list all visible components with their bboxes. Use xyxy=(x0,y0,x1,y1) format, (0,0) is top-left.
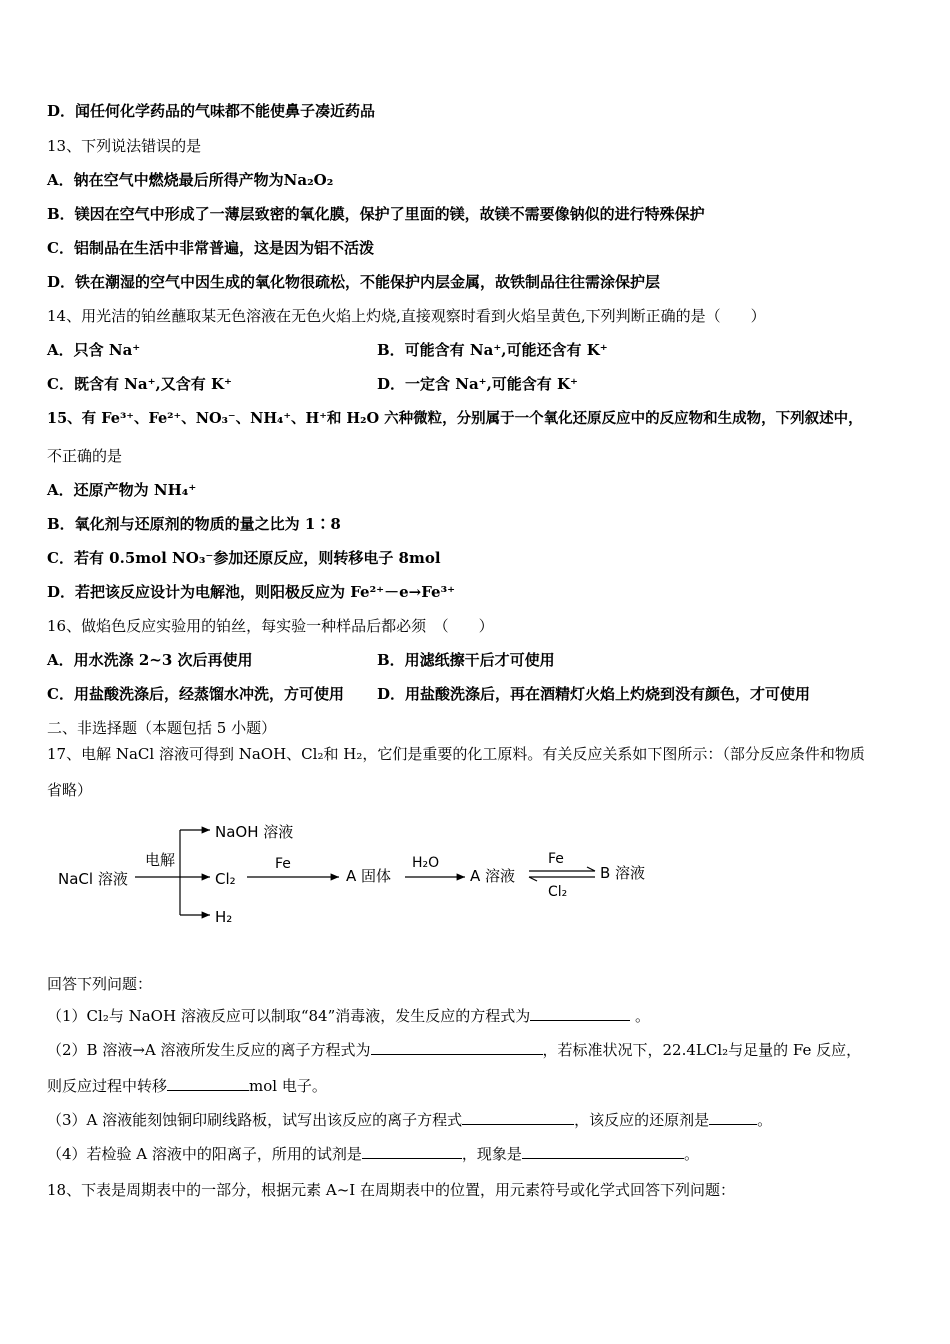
q17-part1: （1）Cl₂与 NaOH 溶液反应可以制取“84”消毒液，发生反应的方程式为 。 xyxy=(47,1007,651,1025)
q14-option-a: A．只含 Na⁺ xyxy=(47,341,141,359)
q18-stem: 18、下表是周期表中的一部分，根据元素 A~I 在周期表中的位置，用元素符号或化学式回答下列问题： xyxy=(47,1181,735,1199)
blank-2[interactable] xyxy=(371,1040,543,1055)
blank-7[interactable] xyxy=(522,1144,684,1159)
blank-6[interactable] xyxy=(362,1144,462,1159)
q13-option-d: D．铁在潮湿的空气中因生成的氧化物很疏松，不能保护内层金属，故铁制品往往需涂保护层 xyxy=(47,273,661,291)
b-solution-label: B 溶液 xyxy=(600,864,646,882)
blank-5[interactable] xyxy=(709,1110,757,1125)
fe-label-1: Fe xyxy=(275,856,291,872)
q17-part2-line2: 则反应过程中转移 mol 电子。 xyxy=(47,1077,327,1095)
q15-stem-line1: 15、有 Fe³⁺、Fe²⁺、NO₃⁻、NH₄⁺、H⁺和 H₂O 六种微粒，分别属于一个氧化还原反应中的反应物和生成物，下列叙述中， xyxy=(47,410,863,427)
a-solution-label: A 溶液 xyxy=(470,867,516,885)
q13-option-a: A．钠在空气中燃烧最后所得产物为Na₂O₂ xyxy=(47,171,334,189)
q12-option-d: D．闻任何化学药品的气味都不能使鼻子凑近药品 xyxy=(47,102,376,120)
q16-option-d: D．用盐酸洗涤后，再在酒精灯火焰上灼烧到没有颜色，才可使用 xyxy=(377,685,811,703)
q14-option-c: C．既含有 Na⁺,又含有 K⁺ xyxy=(47,375,232,393)
fe-label-2: Fe xyxy=(548,851,564,867)
blank-4[interactable] xyxy=(462,1110,574,1125)
naoh-label: NaOH 溶液 xyxy=(215,823,294,841)
q17-part3: （3）A 溶液能刻蚀铜印刷线路板，试写出该反应的离子方程式 ，该反应的还原剂是 。 xyxy=(47,1111,773,1129)
h2-label: H₂ xyxy=(215,908,233,926)
a-solid-label: A 固体 xyxy=(346,867,392,885)
reaction-diagram xyxy=(55,815,675,935)
q14-option-d: D．一定含 Na⁺,可能含有 K⁺ xyxy=(377,375,578,393)
q15-option-c: C．若有 0.5mol NO₃⁻参加还原反应，则转移电子 8mol xyxy=(47,549,441,567)
nacl-label: NaCl 溶液 xyxy=(58,870,128,888)
q17-stem-line1: 17、电解 NaCl 溶液可得到 NaOH、Cl₂和 H₂，它们是重要的化工原料。有关反应关系如下图所示：（部分反应条件和物质 xyxy=(47,745,865,763)
q15-stem-line2: 不正确的是 xyxy=(47,447,123,465)
q15-option-d: D．若把该反应设计为电解池，则阳极反应为 Fe²⁺－e→Fe³⁺ xyxy=(47,583,456,601)
q16-option-b: B．用滤纸擦干后才可使用 xyxy=(377,651,555,669)
q16-option-a: A．用水洗涤 2~3 次后再使用 xyxy=(47,651,253,669)
q16-stem: 16、做焰色反应实验用的铂丝，每实验一种样品后都必须 （ ） xyxy=(47,617,494,635)
section-title: 二、非选择题（本题包括 5 小题） xyxy=(47,719,277,737)
h2o-label: H₂O xyxy=(412,855,440,871)
blank-3[interactable] xyxy=(167,1076,249,1091)
answer-intro: 回答下列问题： xyxy=(47,975,153,993)
cl2-label-2: Cl₂ xyxy=(548,884,568,900)
q14-stem: 14、用光洁的铂丝蘸取某无色溶液在无色火焰上灼烧,直接观察时看到火焰呈黄色,下列判断正确的是（ ） xyxy=(47,307,766,325)
q17-part4: （4）若检验 A 溶液中的阳离子，所用的试剂是 ，现象是 。 xyxy=(47,1145,699,1163)
q15-option-b: B．氧化剂与还原剂的物质的量之比为 1∶8 xyxy=(47,515,341,533)
q16-option-c: C．用盐酸洗涤后，经蒸馏水冲洗，方可使用 xyxy=(47,685,344,703)
q13-option-c: C．铝制品在生活中非常普遍，这是因为铝不活泼 xyxy=(47,239,374,257)
blank-1[interactable] xyxy=(530,1006,630,1021)
q17-stem-line2: 省略） xyxy=(47,781,93,799)
q17-part2: （2）B 溶液→A 溶液所发生反应的离子方程式为 ，若标准状况下，22.4LCl₂与足量的 Fe 反应， xyxy=(47,1041,862,1059)
q13-stem: 13、下列说法错误的是 xyxy=(47,137,202,155)
q15-option-a: A．还原产物为 NH₄⁺ xyxy=(47,481,197,499)
q13-option-b: B．镁因在空气中形成了一薄层致密的氧化膜，保护了里面的镁，故镁不需要像钠似的进行特殊保护 xyxy=(47,205,705,223)
cl2-label: Cl₂ xyxy=(215,870,236,888)
electrolysis-label: 电解 xyxy=(145,851,176,869)
q14-option-b: B．可能含有 Na⁺,可能还含有 K⁺ xyxy=(377,341,608,359)
